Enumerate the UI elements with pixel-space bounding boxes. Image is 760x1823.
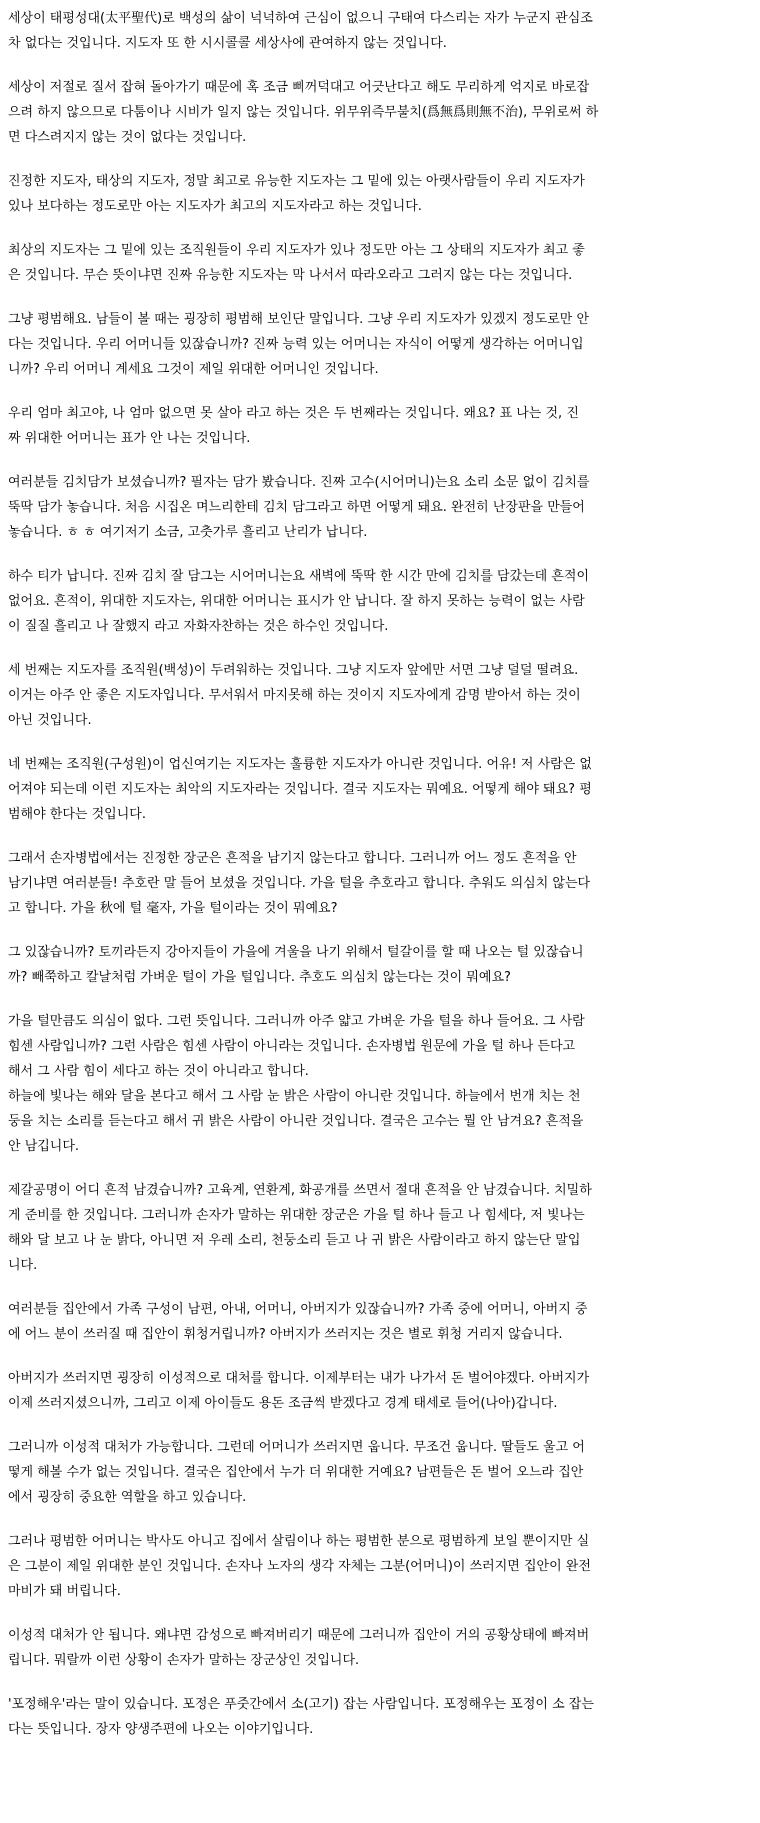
text-line: 그러니까 이성적 대처가 가능합니다. 그런데 어머니가 쓰러지면 웁니다. 무조건 웁니다. 딸들도 울고 어 (8, 1440, 585, 1455)
text-line: 힘센 사람입니까? 그런 사람은 힘센 사람이 아니라는 것입니다. 손자병법 원문에 가을 털 하나 든다고 (8, 1039, 576, 1054)
text-line: 진정한 지도자, 태상의 지도자, 정말 최고로 유능한 지도자는 그 밑에 있는 아랫사람들이 우리 지도자가 (8, 174, 585, 189)
text-line: 이제 쓰러지셨으니까, 그리고 이제 아이들도 용돈 조금씩 받겠다고 경계 태세로 들어(나아)갑니다. (8, 1396, 558, 1411)
text-line: 우리 엄마 최고야, 나 엄마 없으면 못 살아 라고 하는 것은 두 번째라는 것입니다. 왜요? 표 나는 것, 진 (8, 406, 579, 421)
paragraph (8, 75, 756, 150)
paragraph (8, 1435, 756, 1510)
text-line: 에서 굉장히 중요한 역할을 하고 있습니다. (8, 1490, 247, 1505)
text-line: 그 있잖습니까? 토끼라든지 강아지들이 가을에 겨울을 나기 위해서 털갈이를 할 때 나오는 털 있잖습니 (8, 945, 584, 960)
text-line: 없어요. 흔적이, 위대한 지도자는, 위대한 어머니는 표시가 안 납니다. 잘 하지 못하는 능력이 없는 사람 (8, 594, 585, 609)
paragraph (8, 238, 756, 288)
text-line: 아닌 것입니다. (8, 713, 92, 728)
text-line: '포정해우'라는 말이 있습니다. 포정은 푸줏간에서 소(고기) 잡는 사람입니다. 포정해우는 포정이 소 잡는 (8, 1697, 594, 1712)
paragraph (8, 752, 756, 827)
paragraph (8, 940, 756, 990)
text-line: 으려 하지 않으므로 다툼이나 시비가 일지 않는 것입니다. 위무위즉무불치(爲無爲則無不治), 무위로써 하 (8, 105, 599, 120)
text-line: 여러분들 집안에서 가족 구성이 남편, 아내, 어머니, 아버지가 있잖습니까? 가족 중에 어머니, 아버지 중 (8, 1302, 588, 1317)
text-line: 범해야 한다는 것입니다. (8, 807, 146, 822)
text-line: 까? 빼쭉하고 칼날처럼 가벼운 털이 가을 털입니다. 추호도 의심치 않는다는 것이 뭐예요? (8, 970, 511, 985)
text-line: 마비가 돼 버립니다. (8, 1584, 121, 1599)
text-line: 면 다스려지지 않는 것이 없다는 것입니다. (8, 130, 247, 145)
text-line: 둥을 치는 소리를 듣는다고 해서 귀 밝은 사람이 아니란 것입니다. 결국은 고수는 뭘 안 남겨요? 흔적을 (8, 1114, 584, 1129)
paragraph (8, 307, 756, 382)
text-line: 아버지가 쓰러지면 굉장히 이성적으로 대처를 합니다. 이제부터는 내가 나가서 돈 벌어야겠다. 아버지가 (8, 1371, 590, 1386)
text-line: 세 번째는 지도자를 조직원(백성)이 두려워하는 것입니다. 그냥 지도자 앞에만 서면 그냥 덜덜 떨려요. (8, 663, 579, 678)
text-line: 놓습니다. ㅎ ㅎ 여기저기 소금, 고춧가루 흘리고 난리가 납니다. (8, 525, 368, 540)
text-line: 안 남깁니다. (8, 1139, 80, 1154)
text-line: 게 준비를 한 것입니다. 그러니까 손자가 말하는 위대한 장군은 가을 털 하나 들고 나 힘세다, 저 빛나는 (8, 1208, 585, 1223)
text-line: 여러분들 김치담가 보셨습니까? 필자는 담가 봤습니다. 진짜 고수(시어머니)는요 소리 소문 없이 김치를 (8, 475, 590, 490)
paragraph (8, 564, 756, 639)
text-line: 최상의 지도자는 그 밑에 있는 조직원들이 우리 지도자가 있나 정도만 아는 그 상태의 지도자가 최고 좋 (8, 243, 585, 258)
document-body (8, 6, 756, 1761)
paragraph (8, 1178, 756, 1278)
text-line: 니까? 우리 어머니 계세요 그것이 제일 위대한 어머니인 것입니다. (8, 362, 379, 377)
text-line: 은 그분이 제일 위대한 분인 것입니다. 손자나 노자의 생각 자체는 그분(어머니)이 쓰러지면 집안이 완전 (8, 1559, 591, 1574)
paragraph (8, 1009, 756, 1084)
text-line: 세상이 태평성대(太平聖代)로 백성의 삶이 넉넉하여 근심이 없으니 구태여 다스리는 자가 누군지 관심조 (8, 11, 593, 26)
text-line: 립니다. 뭐랄까 이런 상황이 손자가 말하는 장군상인 것입니다. (8, 1653, 360, 1668)
text-line: 하늘에 빛나는 해와 달을 본다고 해서 그 사람 눈 밝은 사람이 아니란 것입니다. 하늘에서 번개 치는 천 (8, 1089, 581, 1104)
text-line: 해서 그 사람 힘이 세다고 하는 것이 아니라고 합니다. (8, 1064, 309, 1079)
paragraph (8, 1623, 756, 1673)
text-line: 네 번째는 조직원(구성원)이 업신여기는 지도자는 훌륭한 지도자가 아니란 것입니다. 어유! 저 사람은 없 (8, 757, 592, 772)
paragraph (8, 401, 756, 451)
text-line: 다는 뜻입니다. 장자 양생주편에 나오는 이야기입니다. (8, 1722, 314, 1737)
text-line: 고 합니다. 가을 秋에 털 毫자, 가을 털이라는 것이 뭐예요? (8, 901, 338, 916)
paragraph (8, 658, 756, 733)
text-line: 이성적 대처가 안 됩니다. 왜냐면 감성으로 빠져버리기 때문에 그러니까 집안이 거의 공황상태에 빠져버 (8, 1628, 590, 1643)
text-line: 이거는 아주 안 좋은 지도자입니다. 무서워서 마지못해 하는 것이지 지도자에게 감명 받아서 하는 것이 (8, 688, 581, 703)
text-line: 다는 것입니다. 우리 어머니들 있잖습니까? 진짜 능력 있는 어머니는 자식이 어떻게 생각하는 어머니입 (8, 337, 584, 352)
text-line: 하수 티가 납니다. 진짜 김치 잘 담그는 시어머니는요 새벽에 뚝딱 한 시간 만에 김치를 담갔는데 흔적이 (8, 569, 589, 584)
text-line: 그러나 평범한 어머니는 박사도 아니고 집에서 살림이나 하는 평범한 분으로 평범하게 보일 뿐이지만 실 (8, 1534, 590, 1549)
text-line: 제갈공명이 어디 흔적 남겼습니까? 고육계, 연환계, 화공개를 쓰면서 절대 흔적을 안 남겼습니다. 치밀하 (8, 1183, 592, 1198)
text-line: 차 없다는 것입니다. 지도자 또 한 시시콜콜 세상사에 관여하지 않는 것입니다. (8, 36, 447, 51)
text-line: 있나 보다하는 정도로만 아는 지도자가 최고의 지도자라고 하는 것입니다. (8, 199, 422, 214)
text-line: 떻게 해볼 수가 없는 것입니다. 결국은 집안에서 누가 더 위대한 거예요? 남편들은 돈 벌어 오느라 집안 (8, 1465, 584, 1480)
text-line: 세상이 저절로 질서 잡혀 돌아가기 때문에 혹 조금 삐꺼덕대고 어긋난다고 해도 무리하게 억지로 바로잡 (8, 80, 590, 95)
paragraph (8, 846, 756, 921)
paragraph (8, 6, 756, 56)
text-line: 짜 위대한 어머니는 표가 안 나는 것입니다. (8, 431, 251, 446)
text-line: 이 질질 흘리고 나 잘했지 라고 자화자찬하는 것은 하수인 것입니다. (8, 619, 389, 634)
text-line: 그래서 손자병법에서는 진정한 장군은 흔적을 남기지 않는다고 합니다. 그러니까 어느 정도 흔적을 안 (8, 851, 577, 866)
text-line: 에 어느 분이 쓰러질 때 집안이 휘청거립니까? 아버지가 쓰러지는 것은 별로 휘청 거리지 않습니다. (8, 1327, 563, 1342)
text-line: 그냥 평범해요. 남들이 볼 때는 굉장히 평범해 보인단 말입니다. 그냥 우리 지도자가 있겠지 정도로만 안 (8, 312, 589, 327)
text-line: 뚝딱 담가 놓습니다. 처음 시집온 며느리한테 김치 담그라고 하면 어떻게 돼요. 완전히 난장판을 만들어 (8, 500, 585, 515)
paragraph (8, 1084, 756, 1159)
text-line: 해와 달 보고 나 눈 밝다, 아니면 저 우레 소리, 천둥소리 듣고 나 귀 밝은 사람이라고 하지 않는단 말입 (8, 1233, 581, 1248)
text-line: 어져야 되는데 이런 지도자는 최악의 지도자라는 것입니다. 결국 지도자는 뭐예요. 어떻게 해야 돼요? 평 (8, 782, 592, 797)
paragraph (8, 470, 756, 545)
text-line: 니다. (8, 1258, 38, 1273)
paragraph (8, 1366, 756, 1416)
text-line: 남기냐면 여러분들! 추호란 말 들어 보셨을 것입니다. 가을 털을 추호라고 합니다. 추워도 의심치 않는다 (8, 876, 591, 891)
paragraph (8, 1297, 756, 1347)
paragraph (8, 1692, 756, 1742)
paragraph (8, 1529, 756, 1604)
paragraph (8, 169, 756, 219)
text-line: 가을 털만큼도 의심이 없다. 그런 뜻입니다. 그러니까 아주 얇고 가벼운 가을 털을 하나 들어요. 그 사람 (8, 1014, 585, 1029)
text-line: 은 것입니다. 무슨 뜻이냐면 진짜 유능한 지도자는 막 나서서 따라오라고 그러지 않는 다는 것입니다. (8, 268, 573, 283)
